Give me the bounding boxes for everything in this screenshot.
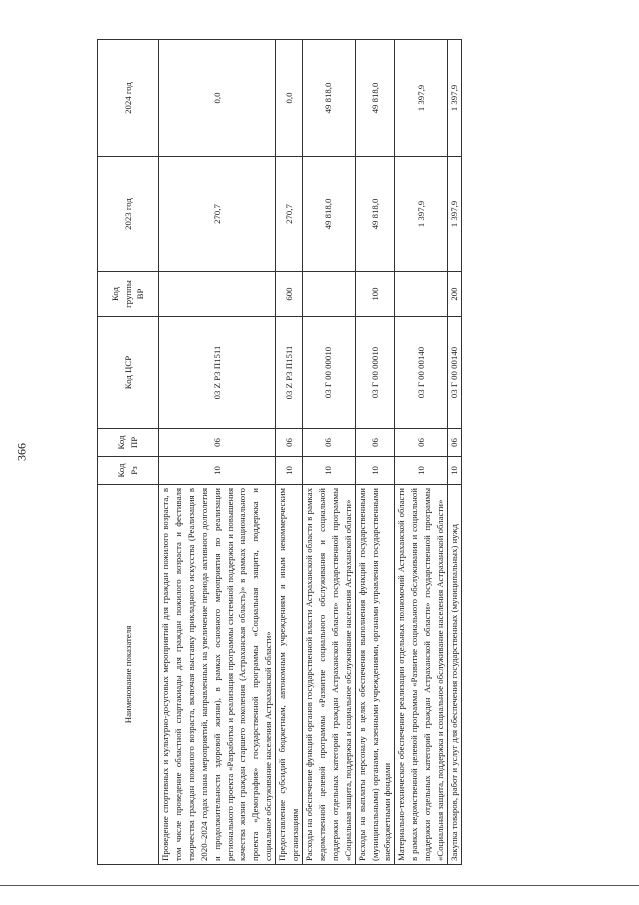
row-rz: 10: [447, 457, 461, 485]
header-csr: Код ЦСР: [98, 317, 159, 429]
row-csr: 03 Z P3 П1511: [159, 317, 276, 429]
row-name: Проведение спортивных и культурно-досуговых мероприятий для граждан пожилого возраста, в том числе проведение областной спартакиады для граждан пожилого возраста и фестиваля творчества граждан пожилого возраста, включая выставку прикладного искусства (Реализация в 2020–2024 годах плана мероприятий, направленных на увеличение периода активного долголетия и продолжительности здоровой жизни), в рамках основного мероприятия по реализации регионального проекта «Разработка и реализация программы системной поддержки и повышения качества жизни граждан старшего поколения (Астраханская область)» в рамках национального проекта «Демография» государственной программы «Социальная защита, поддержка и социальное обслуживание населения Астраханской области»: [159, 485, 276, 865]
row-csr: 03 Г 00 00140: [447, 317, 461, 429]
table-row: [447, 40, 461, 865]
row-pr: 06: [159, 429, 276, 457]
header-pr: Код ПР: [98, 429, 159, 457]
budget-table: [97, 39, 462, 865]
row-vr: [302, 272, 355, 317]
row-vr: 100: [355, 272, 395, 317]
header-2023: 2023 год: [98, 157, 159, 272]
table-row: [276, 40, 303, 865]
row-2023: 1 397,9: [395, 157, 448, 272]
row-2024: 0,0: [159, 40, 276, 157]
row-2023: 49 818,0: [302, 157, 355, 272]
row-csr: 03 Z P3 П1511: [276, 317, 303, 429]
row-2023: 270,7: [276, 157, 303, 272]
header-name: Наименование показателя: [98, 485, 159, 865]
row-2024: 1 397,9: [395, 40, 448, 157]
row-2023: 49 818,0: [355, 157, 395, 272]
row-rz: 10: [276, 457, 303, 485]
page-number: 366: [14, 443, 29, 461]
row-pr: 06: [395, 429, 448, 457]
row-pr: 06: [276, 429, 303, 457]
table-row: [395, 40, 448, 865]
scan-edge-line: [0, 885, 639, 886]
row-rz: 10: [159, 457, 276, 485]
row-csr: 03 Г 00 00010: [302, 317, 355, 429]
table-row: [302, 40, 355, 865]
row-name: Материально-техническое обеспечение реализации отдельных полномочий Астраханской области в рамках ведомственной целевой программы «Развитие социального обслуживания и социальной поддержки отдельных категорий граждан Астраханской области» государственной программы «Социальная защита, поддержка и социальное обслуживание населения Астраханской области»: [395, 485, 448, 865]
row-vr: [395, 272, 448, 317]
row-2023: 1 397,9: [447, 157, 461, 272]
header-vr: Код группы ВР: [98, 272, 159, 317]
row-vr: 200: [447, 272, 461, 317]
row-pr: 06: [302, 429, 355, 457]
row-2024: 0,0: [276, 40, 303, 157]
row-2024: 1 397,9: [447, 40, 461, 157]
header-2024: 2024 год: [98, 40, 159, 157]
table-header-row: [98, 40, 159, 865]
row-vr: [159, 272, 276, 317]
row-vr: 600: [276, 272, 303, 317]
row-csr: 03 Г 00 00140: [395, 317, 448, 429]
row-rz: 10: [395, 457, 448, 485]
row-rz: 10: [302, 457, 355, 485]
row-pr: 06: [447, 429, 461, 457]
row-2023: 270,7: [159, 157, 276, 272]
table-row: [159, 40, 276, 865]
row-name: Расходы на обеспечение функций органов государственной власти Астраханской области в рамках ведомственной целевой программы «Развитие социального обслуживания и социальной поддержки отдельных категорий граждан Астраханской области» государственной программы «Социальная защита, поддержка и социальное обслуживание населения Астраханской области»: [302, 485, 355, 865]
row-pr: 06: [355, 429, 395, 457]
row-2024: 49 818,0: [302, 40, 355, 157]
row-csr: 03 Г 00 00010: [355, 317, 395, 429]
row-name: Расходы на выплаты персоналу в целях обеспечения выполнения функций государственными (муниципальными) органами, казенными учреждениями, органами управления государственными внебюджетными фондами: [355, 485, 395, 865]
table-row: [355, 40, 395, 865]
row-rz: 10: [355, 457, 395, 485]
row-2024: 49 818,0: [355, 40, 395, 157]
header-rz: Код Рз: [98, 457, 159, 485]
row-name: Закупка товаров, работ и услуг для обеспечения государственных (муниципальных) нужд: [447, 485, 461, 865]
row-name: Предоставление субсидий бюджетным, автономным учреждениям и иным некоммерческим организациям: [276, 485, 303, 865]
rotated-table-container: [97, 40, 552, 865]
